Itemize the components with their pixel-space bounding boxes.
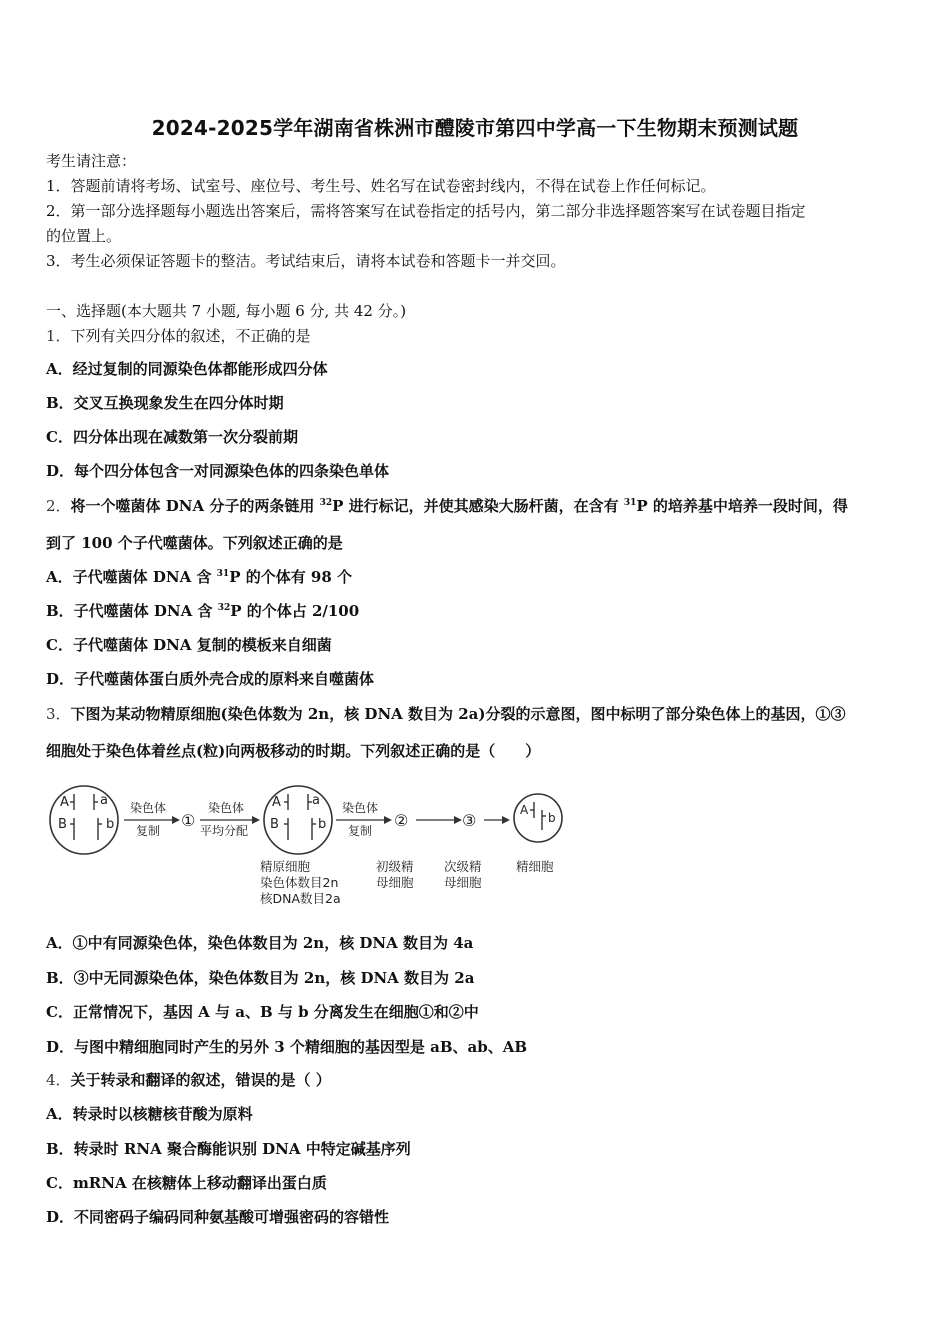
q2-option-b-text: P 的个体占 2/100 [230, 602, 360, 620]
cell-1-label: ① [181, 811, 196, 830]
q3-stem-text: 下图为某动物精原细胞(染色体数为 2n，核 DNA 数目为 2a)分裂的示意图，图中标明了部分染色体上的基因，①③ [70, 705, 846, 723]
arrow-head [454, 816, 462, 824]
arrow-head [172, 816, 180, 824]
question-3-stem [46, 704, 910, 724]
arrow-label-bottom: 平均分配 [200, 824, 249, 838]
gene-label: b [548, 811, 556, 825]
q2-option-b-text: B．子代噬菌体 DNA 含 [46, 602, 218, 620]
q3-option-a: A．①中有同源染色体，染色体数目为 2n，核 DNA 数目为 4a [46, 934, 474, 952]
q3-option-d: D．与图中精细胞同时产生的另外 3 个精细胞的基因型是 aB、ab、AB [46, 1038, 528, 1056]
arrow-label-bottom: 复制 [348, 824, 373, 838]
meiosis-diagram [46, 780, 586, 914]
label-secondary-spermatocyte: 次级精 [444, 859, 482, 874]
q4-option-d: D．不同密码子编码同种氨基酸可增强密码的容错性 [46, 1208, 390, 1226]
arrow-label-top: 染色体 [130, 801, 167, 815]
chromosomes-left [70, 794, 102, 840]
label-secondary-spermatocyte: 母细胞 [444, 875, 482, 890]
q2-option-b [46, 601, 910, 621]
arrow-head [502, 816, 510, 824]
notice-heading: 考生请注意： [46, 152, 137, 170]
section-heading: 一、选择题(本大题共 7 小题, 每小题 6 分, 共 42 分。) [46, 302, 407, 320]
q2-stem-part: P 进行标记，并使其感染大肠杆菌，在含有 [332, 497, 624, 515]
q3-option-c: C．正常情况下，基因 A 与 a、B 与 b 分离发生在细胞①和②中 [46, 1003, 479, 1021]
question-number: 3． [46, 705, 71, 723]
question-number: 4． [46, 1071, 71, 1089]
q4-stem-text: 关于转录和翻译的叙述，错误的是（ ） [70, 1071, 331, 1089]
q4-option-c: C．mRNA 在核糖体上移动翻译出蛋白质 [46, 1174, 327, 1192]
gene-label: A [272, 795, 281, 810]
label-spermatogonium: 染色体数目2n [260, 875, 339, 890]
label-primary-spermatocyte: 初级精 [376, 859, 414, 874]
label-spermatogonium: 核DNA数目2a [260, 891, 341, 906]
arrow-label-top: 染色体 [208, 801, 245, 815]
question-2-stem [46, 496, 910, 516]
exam-title: 2024-2025学年湖南省株洲市醴陵市第四中学高一下生物期末预测试题 [151, 116, 799, 140]
question-4-stem [46, 1070, 910, 1090]
gene-label: B [270, 817, 279, 832]
question-3-stem-cont: 细胞处于染色体着丝点(粒)向两极移动的时期。下列叙述正确的是（ ） [46, 742, 541, 760]
q2-option-a-text: A．子代噬菌体 DNA 含 [46, 568, 217, 586]
gene-label: b [106, 817, 115, 832]
notice-item-2-cont: 的位置上。 [46, 227, 122, 245]
q2-option-a-text: P 的个体有 98 个 [229, 568, 353, 586]
q2-option-c: C．子代噬菌体 DNA 复制的模板来自细菌 [46, 636, 332, 654]
q2-sup: 32 [319, 498, 333, 508]
arrow-label-bottom: 复制 [136, 824, 161, 838]
question-number: 2． [46, 497, 71, 515]
gene-label: b [318, 817, 327, 832]
gene-label: a [100, 793, 108, 808]
q2-sup: 31 [623, 498, 637, 508]
label-spermatogonium: 精原细胞 [260, 859, 311, 874]
q1-option-c: C．四分体出现在减数第一次分裂前期 [46, 428, 298, 446]
notice-item-3: 3．考生必须保证答题卡的整洁。考试结束后，请将本试卷和答题卡一并交回。 [46, 252, 566, 270]
notice-item-1: 1．答题前请将考场、试室号、座位号、考生号、姓名写在试卷密封线内，不得在试卷上作任何标记。 [46, 177, 716, 195]
q2-stem-part: 将一个噬菌体 DNA 分子的两条链用 [70, 497, 320, 515]
q1-option-b: B．交叉互换现象发生在四分体时期 [46, 394, 284, 412]
sperm-chromosomes [530, 802, 546, 830]
gene-label: B [58, 817, 67, 832]
question-number: 1． [46, 327, 71, 345]
question-2-stem-cont: 到了 100 个子代噬菌体。下列叙述正确的是 [46, 534, 343, 552]
gene-label: A [60, 795, 69, 810]
notice-item-2: 2．第一部分选择题每小题选出答案后，需将答案写在试卷指定的括号内，第二部分非选择题答案写在试卷题目指定 [46, 202, 806, 220]
q2-stem-part: P 的培养基中培养一段时间，得 [636, 497, 848, 515]
gene-label: A [520, 803, 529, 817]
arrow-head [384, 816, 392, 824]
gene-label: a [312, 793, 320, 808]
arrow-label-top: 染色体 [342, 801, 379, 815]
q4-option-a: A．转录时以核糖核苷酸为原料 [46, 1105, 253, 1123]
cell-3-label: ③ [462, 811, 477, 830]
label-primary-spermatocyte: 母细胞 [376, 875, 414, 890]
cell-2-label: ② [394, 811, 409, 830]
question-text: 下列有关四分体的叙述，不正确的是 [70, 327, 311, 345]
q1-option-a: A．经过复制的同源染色体都能形成四分体 [46, 360, 328, 378]
q2-option-a-sup: 31 [216, 569, 230, 579]
q2-option-a [46, 567, 910, 587]
label-sperm: 精细胞 [516, 859, 554, 874]
arrow-head [252, 816, 260, 824]
q2-option-b-sup: 32 [217, 603, 231, 613]
q4-option-b: B．转录时 RNA 聚合酶能识别 DNA 中特定碱基序列 [46, 1140, 411, 1158]
question-1-stem [46, 326, 910, 346]
q2-option-d: D．子代噬菌体蛋白质外壳合成的原料来自噬菌体 [46, 670, 375, 688]
q3-option-b: B．③中无同源染色体，染色体数目为 2n，核 DNA 数目为 2a [46, 969, 475, 987]
q1-option-d: D．每个四分体包含一对同源染色体的四条染色单体 [46, 462, 390, 480]
